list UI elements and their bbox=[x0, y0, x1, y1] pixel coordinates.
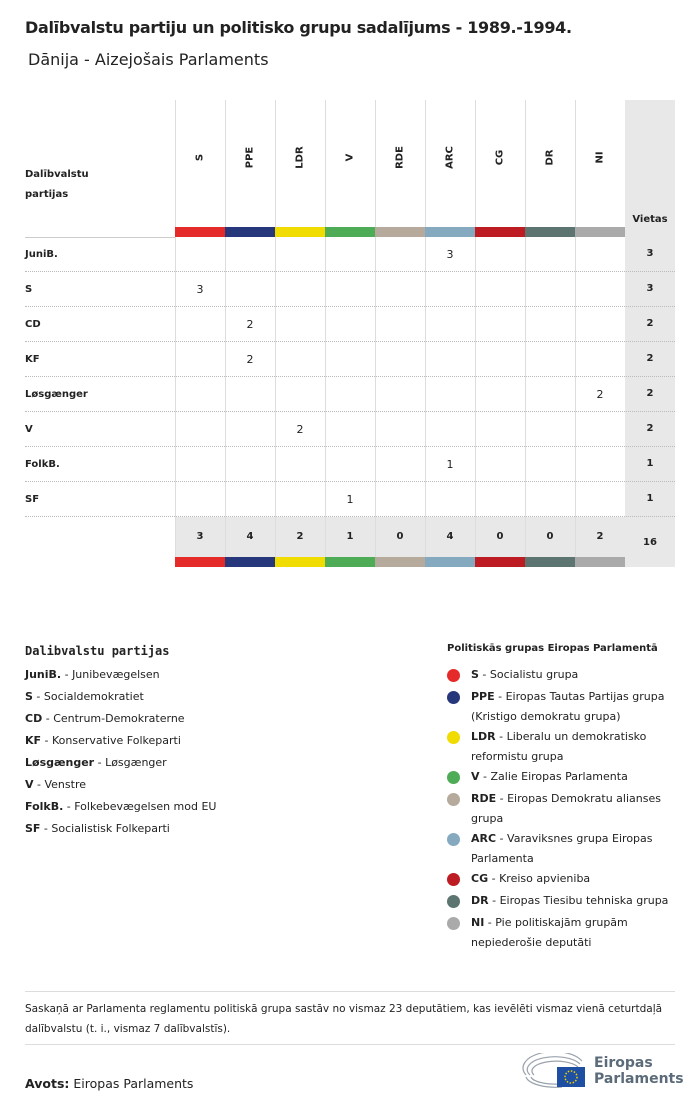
group-name: Varaviksnes grupa Eiropas Parlamenta bbox=[471, 832, 653, 865]
group-header-rde: RDE bbox=[394, 146, 406, 169]
seat-value: 1 bbox=[446, 458, 454, 471]
group-legend-item bbox=[471, 789, 676, 829]
separator: - bbox=[478, 668, 490, 681]
party-legend-item bbox=[25, 665, 160, 685]
column-divider bbox=[175, 100, 176, 567]
separator: - bbox=[61, 668, 73, 681]
row-label-party: SF bbox=[25, 494, 40, 505]
group-header-v: V bbox=[344, 153, 356, 162]
row-total: 1 bbox=[646, 493, 654, 504]
column-divider bbox=[225, 100, 226, 567]
row-divider bbox=[25, 446, 675, 447]
separator: - bbox=[32, 690, 44, 703]
separator: - bbox=[94, 756, 106, 769]
party-legend-item bbox=[25, 819, 170, 839]
group-name: Zalie Eiropas Parlamenta bbox=[490, 770, 628, 783]
logo-text: Eiropas Parlaments bbox=[594, 1055, 684, 1087]
column-total: 0 bbox=[396, 531, 404, 542]
party-abbr: KF bbox=[25, 734, 42, 747]
group-color-bar bbox=[325, 557, 375, 567]
group-color-dot bbox=[447, 771, 460, 784]
separator: - bbox=[496, 792, 508, 805]
group-color-dot bbox=[447, 873, 460, 886]
group-color-dot bbox=[447, 691, 460, 704]
source-value: Eiropas Parlaments bbox=[73, 1076, 194, 1091]
group-color-bar bbox=[325, 227, 375, 237]
group-name: Eiropas Demokratu alianses grupa bbox=[471, 792, 661, 825]
column-divider bbox=[425, 100, 426, 567]
separator: - bbox=[42, 712, 54, 725]
party-legend-item bbox=[25, 731, 181, 751]
party-name: Folkebevægelsen mod EU bbox=[74, 800, 217, 813]
row-total: 3 bbox=[646, 283, 654, 294]
separator: - bbox=[494, 690, 506, 703]
group-abbr: S bbox=[471, 668, 479, 681]
group-header-s: S bbox=[194, 153, 206, 162]
separator: - bbox=[479, 770, 491, 783]
separator: - bbox=[41, 734, 53, 747]
group-abbr: V bbox=[471, 770, 480, 783]
party-name: Centrum-Demokraterne bbox=[53, 712, 185, 725]
group-abbr: DR bbox=[471, 894, 489, 907]
group-color-bar bbox=[525, 557, 575, 567]
separator: - bbox=[63, 800, 75, 813]
divider bbox=[25, 1044, 675, 1045]
party-abbr: SF bbox=[25, 822, 41, 835]
column-total: 0 bbox=[546, 531, 554, 542]
group-legend-item bbox=[471, 869, 676, 889]
column-total: 2 bbox=[296, 531, 304, 542]
party-name: Socialistisk Folkeparti bbox=[51, 822, 170, 835]
group-name: Liberalu un demokratisko reformistu grupa bbox=[471, 730, 647, 763]
row-total: 2 bbox=[646, 353, 654, 364]
group-color-dot bbox=[447, 669, 460, 682]
column-total: 0 bbox=[496, 531, 504, 542]
group-color-dot bbox=[447, 895, 460, 908]
column-total: 3 bbox=[196, 531, 204, 542]
group-header-ppe: PPE bbox=[244, 146, 256, 169]
group-name: Kreiso apvieniba bbox=[499, 872, 591, 885]
group-header-ni: NI bbox=[594, 151, 606, 164]
group-abbr: PPE bbox=[471, 690, 495, 703]
group-color-bar bbox=[275, 227, 325, 237]
column-total: 4 bbox=[446, 531, 454, 542]
seat-value: 3 bbox=[196, 283, 204, 296]
group-color-bar bbox=[175, 227, 225, 237]
group-name: Eiropas Tiesibu tehniska grupa bbox=[499, 894, 669, 907]
group-color-dot bbox=[447, 833, 460, 846]
group-abbr: RDE bbox=[471, 792, 497, 805]
column-divider bbox=[275, 100, 276, 567]
group-color-bar bbox=[275, 557, 325, 567]
row-label-party: JuniB. bbox=[25, 249, 58, 260]
party-legend-item bbox=[25, 753, 167, 773]
group-color-bar bbox=[425, 227, 475, 237]
party-legend-item bbox=[25, 775, 86, 795]
row-total: 2 bbox=[646, 388, 654, 399]
divider bbox=[25, 991, 675, 992]
party-legend-item bbox=[25, 797, 216, 817]
separator: - bbox=[495, 730, 507, 743]
source-label: Avots: bbox=[25, 1076, 70, 1091]
row-label-party: FolkB. bbox=[25, 459, 60, 470]
column-divider bbox=[575, 100, 576, 567]
group-color-bar bbox=[225, 557, 275, 567]
group-color-bar bbox=[525, 227, 575, 237]
row-divider bbox=[25, 376, 675, 377]
party-name: Socialdemokratiet bbox=[43, 690, 144, 703]
party-name: Løsgænger bbox=[105, 756, 167, 769]
separator: - bbox=[484, 916, 496, 929]
column-divider bbox=[375, 100, 376, 567]
column-divider bbox=[525, 100, 526, 567]
party-abbr: FolkB. bbox=[25, 800, 64, 813]
group-legend-item bbox=[471, 767, 676, 787]
group-header-cg: CG bbox=[494, 149, 506, 166]
group-header-dr: DR bbox=[544, 149, 556, 166]
separator: - bbox=[488, 894, 500, 907]
separator: - bbox=[40, 822, 52, 835]
page-subtitle: Dānija - Aizejošais Parlaments bbox=[28, 50, 269, 69]
row-divider bbox=[25, 341, 675, 342]
group-color-bar bbox=[375, 557, 425, 567]
group-color-dot bbox=[447, 917, 460, 930]
group-abbr: CG bbox=[471, 872, 489, 885]
group-color-bar bbox=[475, 227, 525, 237]
group-legend-title: Politiskās grupas Eiropas Parlamentā bbox=[447, 643, 658, 654]
total-header: Vietas bbox=[632, 214, 668, 225]
column-total: 4 bbox=[246, 531, 254, 542]
group-legend-item bbox=[471, 727, 676, 767]
group-color-bar bbox=[575, 227, 625, 237]
ep-logo bbox=[522, 1053, 682, 1093]
seat-value: 3 bbox=[446, 248, 454, 261]
party-legend-item bbox=[25, 709, 185, 729]
row-total: 1 bbox=[646, 458, 654, 469]
party-abbr: JuniB. bbox=[25, 668, 62, 681]
grand-total: 16 bbox=[643, 537, 657, 548]
party-legend-title: Dalibvalstu partijas bbox=[25, 644, 170, 658]
row-label-party: S bbox=[25, 284, 33, 295]
group-color-dot bbox=[447, 731, 460, 744]
separator: - bbox=[496, 832, 508, 845]
group-abbr: LDR bbox=[471, 730, 496, 743]
party-abbr: Løsgænger bbox=[25, 756, 95, 769]
group-color-bar bbox=[375, 227, 425, 237]
group-name: Socialistu grupa bbox=[489, 668, 579, 681]
divider bbox=[25, 237, 175, 238]
row-label-party: V bbox=[25, 424, 33, 435]
seat-value: 1 bbox=[346, 493, 354, 506]
row-label-party: CD bbox=[25, 319, 41, 330]
seat-value: 2 bbox=[596, 388, 604, 401]
group-abbr: NI bbox=[471, 916, 485, 929]
group-name: Pie politiskajām grupām nepiederošie deputāti bbox=[471, 916, 628, 949]
group-abbr: ARC bbox=[471, 832, 497, 845]
column-divider bbox=[475, 100, 476, 567]
party-legend-item bbox=[25, 687, 144, 707]
group-name: Eiropas Tautas Partijas grupa (Kristigo demokratu grupa) bbox=[471, 690, 665, 723]
party-abbr: CD bbox=[25, 712, 43, 725]
group-legend-item bbox=[471, 687, 676, 727]
party-abbr: V bbox=[25, 778, 34, 791]
row-total: 2 bbox=[646, 423, 654, 434]
row-divider bbox=[25, 516, 675, 517]
group-legend-item bbox=[471, 829, 676, 869]
row-total: 2 bbox=[646, 318, 654, 329]
party-name: Venstre bbox=[44, 778, 86, 791]
row-divider bbox=[25, 306, 675, 307]
row-divider bbox=[25, 481, 675, 482]
group-legend-item bbox=[471, 665, 676, 685]
row-divider bbox=[25, 271, 675, 272]
group-color-bar bbox=[175, 557, 225, 567]
row-total: 3 bbox=[646, 248, 654, 259]
page-title: Dalībvalstu partiju un politisko grupu sadalījums - 1989.-1994. bbox=[25, 18, 572, 37]
column-total: 1 bbox=[346, 531, 354, 542]
group-legend-item bbox=[471, 891, 676, 911]
group-header-ldr: LDR bbox=[294, 146, 306, 169]
separator: - bbox=[33, 778, 45, 791]
row-divider bbox=[25, 411, 675, 412]
column-total: 2 bbox=[596, 531, 604, 542]
row-label-party: Løsgænger bbox=[25, 389, 88, 400]
separator: - bbox=[488, 872, 500, 885]
seat-value: 2 bbox=[246, 353, 254, 366]
group-color-bar bbox=[425, 557, 475, 567]
group-color-bar bbox=[225, 227, 275, 237]
group-header-arc: ARC bbox=[444, 146, 456, 169]
row-header: Dalībvalstu partijas bbox=[25, 169, 89, 200]
group-color-bar bbox=[475, 557, 525, 567]
footnote: Saskaņā ar Parlamenta reglamentu politiskā grupa sastāv no vismaz 23 deputātiem, kas ievēlēti vismaz vienā ceturtdaļā dalībvalstu (t. i., vismaz 7 dalībvalstīs). bbox=[25, 1003, 663, 1035]
party-abbr: S bbox=[25, 690, 33, 703]
party-name: Konservative Folkeparti bbox=[52, 734, 181, 747]
group-color-dot bbox=[447, 793, 460, 806]
seat-value: 2 bbox=[296, 423, 304, 436]
group-color-bar bbox=[575, 557, 625, 567]
source bbox=[25, 1076, 193, 1091]
hemicycle-icon bbox=[522, 1053, 590, 1089]
group-legend-item bbox=[471, 913, 676, 953]
seat-value: 2 bbox=[246, 318, 254, 331]
row-label-party: KF bbox=[25, 354, 40, 365]
party-name: Junibevægelsen bbox=[72, 668, 160, 681]
